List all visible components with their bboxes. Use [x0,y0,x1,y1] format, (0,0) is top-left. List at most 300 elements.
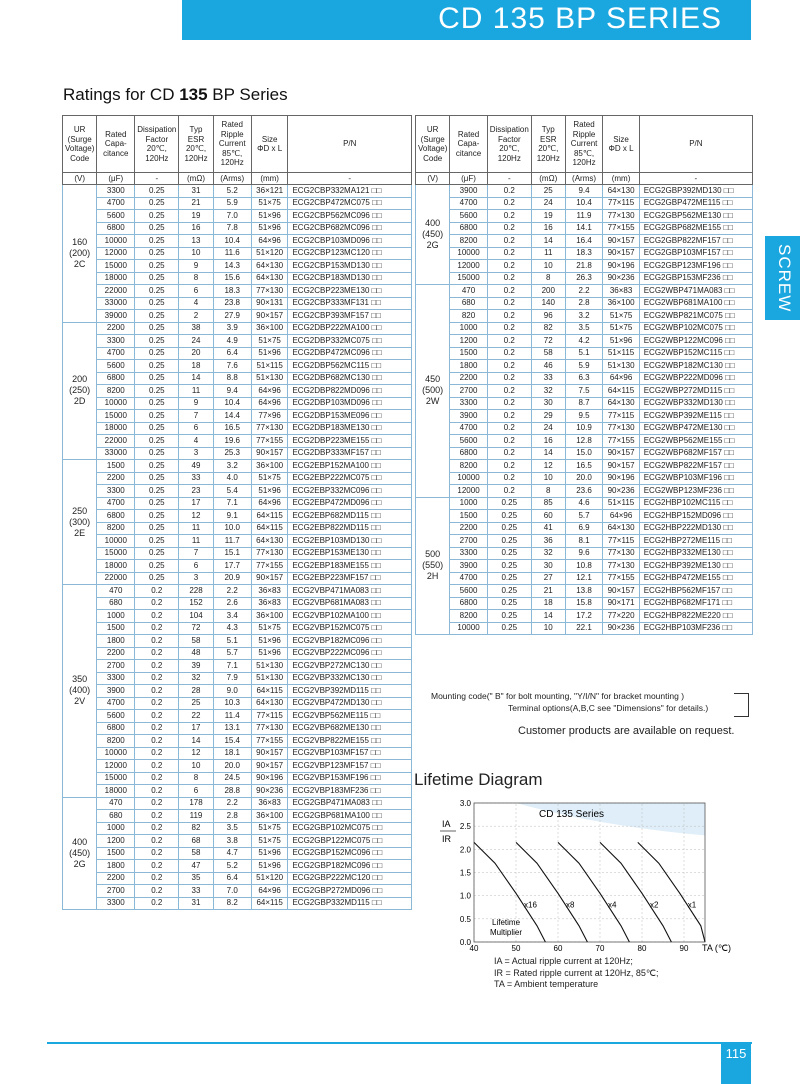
part-number: ECG2HBP562MF157 □□ [639,585,752,598]
capacitance: 22000 [97,285,135,298]
esr: 178 [179,797,213,810]
col-header-line: (Surge [420,134,445,144]
dissipation-factor: 0.25 [135,522,179,535]
voltage-code-line: (450) [69,847,91,858]
table-row [63,435,412,448]
dissipation-factor: 0.2 [487,410,531,423]
size: 90×157 [251,760,288,773]
size: 64×96 [603,372,639,385]
size: 51×96 [251,647,288,660]
y-tick-label: 1.5 [459,868,471,878]
part-number: ECG2GBP123MF196 □□ [639,260,752,273]
y-axis-label-ir: IR [442,834,451,844]
col-header-line: 85℃, [222,148,243,158]
size: 51×115 [603,347,639,360]
part-number: ECG2VBP103MF157 □□ [288,747,412,760]
part-number: ECG2GBP222MC120 □□ [288,872,412,885]
voltage-code-line: (400) [69,685,91,696]
ripple-current: 11.9 [565,210,603,223]
part-number: ECG2WBP222MD096 □□ [639,372,752,385]
unit-cell: - [639,173,752,185]
part-number: ECG2CBP472MC075 □□ [288,197,412,210]
part-number: ECG2WBP182MC130 □□ [639,360,752,373]
part-number: ECG2GBP153MF236 □□ [639,272,752,285]
table-row [416,197,753,210]
table-row [416,610,753,623]
size: 51×130 [251,660,288,673]
col-header-line: Dissipation [137,125,177,134]
esr: 38 [179,322,213,335]
part-number: ECG2EBP222MC075 □□ [288,472,412,485]
lifetime-title: Lifetime Diagram [414,770,543,789]
table-row [416,622,753,635]
part-number: ECG2VBP123MF157 □□ [288,760,412,773]
ripple-current: 17.2 [565,610,603,623]
dissipation-factor: 0.25 [487,622,531,635]
dissipation-factor: 0.25 [487,522,531,535]
capacitance: 18000 [97,422,135,435]
capacitance: 3300 [450,397,487,410]
table-row [416,560,753,573]
size: 51×130 [603,360,639,373]
table-row [416,260,753,273]
esr: 119 [179,810,213,823]
ripple-current: 10.0 [213,522,251,535]
esr: 20 [179,347,213,360]
part-number: ECG2WBP123MF236 □□ [639,485,752,498]
x-axis-label: TA (℃) [702,943,731,953]
table-row [63,822,412,835]
voltage-code-line: 450 [425,374,441,385]
size: 36×100 [603,297,639,310]
table-row [416,497,753,510]
size: 77×115 [603,410,639,423]
ripple-current: 24.5 [213,772,251,785]
capacitance: 1200 [97,835,135,848]
header-row [416,116,753,173]
col-header-size [251,116,288,173]
size: 77×130 [603,560,639,573]
col-header-line: 120Hz [536,153,560,163]
series-line-x2 [600,842,671,942]
ripple-current: 22.1 [565,622,603,635]
capacitance: 8200 [450,235,487,248]
table-row [63,210,412,223]
part-number: ECG2EBP472MD096 □□ [288,497,412,510]
ripple-current: 11.7 [213,535,251,548]
esr: 41 [531,522,565,535]
ripple-current: 6.4 [213,872,251,885]
col-header-line: Rated [105,129,127,139]
dissipation-factor: 0.2 [487,397,531,410]
capacitance: 12000 [97,760,135,773]
capacitance: 10000 [97,397,135,410]
esr: 16 [179,222,213,235]
ripple-current: 4.2 [565,335,603,348]
esr: 8 [179,772,213,785]
col-header-line: Dissipation [489,125,529,134]
table-row [416,222,753,235]
dissipation-factor: 0.25 [135,247,179,260]
y-tick-label: 0.5 [459,914,471,924]
capacitance: 4700 [450,422,487,435]
table-row [63,472,412,485]
voltage-code-line: (500) [422,385,444,396]
col-header-line: 85℃, [573,148,595,158]
part-number: ECG2WBP103MF196 □□ [639,472,752,485]
part-number: ECG2EBP152MA100 □□ [288,460,412,473]
col-header-df [487,116,531,173]
part-number: ECG2CBP153MD130 □□ [288,260,412,273]
part-number: ECG2GBP332MD115 □□ [288,897,412,910]
size: 51×115 [251,360,288,373]
part-number: ECG2WBP472ME130 □□ [639,422,752,435]
esr: 152 [179,597,213,610]
part-number: ECG2VBP471MA083 □□ [288,585,412,598]
dissipation-factor: 0.25 [135,397,179,410]
size: 90×236 [251,785,288,798]
part-number: ECG2CBP682MC096 □□ [288,222,412,235]
table-row [416,322,753,335]
annotation-lifetime: Lifetime [492,918,521,927]
col-header-line: Size [261,134,278,144]
table-row [63,535,412,548]
esr: 19 [531,210,565,223]
table-row [63,860,412,873]
series-title: CD 135 BP SERIES [438,2,722,35]
col-header-ripple [565,116,603,173]
size: 64×115 [251,510,288,523]
capacitance: 3300 [97,335,135,348]
table-row [63,260,412,273]
dissipation-factor: 0.2 [135,672,179,685]
ratings-table-left [62,115,412,910]
capacitance: 4700 [450,572,487,585]
dissipation-factor: 0.25 [135,210,179,223]
esr: 14 [531,447,565,460]
size: 64×130 [603,185,639,198]
dissipation-factor: 0.25 [487,572,531,585]
size: 51×120 [251,247,288,260]
series-label-x1: x1 [687,900,697,910]
esr: 6 [179,560,213,573]
voltage-code-line: 2V [74,696,86,707]
part-number: ECG2GBP182MC096 □□ [288,860,412,873]
size: 51×96 [603,335,639,348]
size: 51×96 [251,860,288,873]
table-row [416,485,753,498]
capacitance: 1800 [450,360,487,373]
dissipation-factor: 0.25 [135,547,179,560]
esr: 29 [531,410,565,423]
ripple-current: 6.4 [213,347,251,360]
col-header-cap [97,116,135,173]
capacitance: 18000 [97,272,135,285]
ripple-current: 5.1 [213,635,251,648]
dissipation-factor: 0.25 [135,435,179,448]
ripple-current: 21.8 [565,260,603,273]
dissipation-factor: 0.2 [487,347,531,360]
table-row [416,572,753,585]
esr: 7 [179,547,213,560]
esr: 28 [179,685,213,698]
size: 51×96 [251,347,288,360]
col-header-line: Typ ESR [187,125,205,144]
size: 64×96 [251,885,288,898]
table-row [416,297,753,310]
esr: 11 [179,385,213,398]
ripple-current: 12.8 [565,435,603,448]
dissipation-factor: 0.2 [135,772,179,785]
dissipation-factor: 0.25 [135,197,179,210]
mounting-code-note: Mounting code(" B" for bolt mounting, "Y/I/N" for bracket mounting ) [431,691,685,701]
size: 51×75 [251,335,288,348]
part-number: ECG2VBP822ME155 □□ [288,735,412,748]
ripple-current: 20.9 [213,572,251,585]
capacitance: 5600 [450,210,487,223]
dissipation-factor: 0.25 [135,460,179,473]
esr: 33 [531,372,565,385]
table-row [63,285,412,298]
part-number: ECG2GBP392MD130 □□ [639,185,752,198]
ripple-current: 2.6 [213,597,251,610]
ripple-current: 3.9 [213,322,251,335]
dissipation-factor: 0.2 [487,485,531,498]
part-number: ECG2VBP222MC096 □□ [288,647,412,660]
capacitance: 680 [97,597,135,610]
capacitance: 1800 [97,635,135,648]
esr: 31 [179,185,213,198]
legend-ir: IR = Rated ripple current at 120Hz, 85℃; [494,967,659,978]
part-number: ECG2CBP223ME130 □□ [288,285,412,298]
dissipation-factor: 0.2 [135,760,179,773]
header-row [63,116,412,173]
esr: 22 [179,710,213,723]
capacitance: 12000 [450,485,487,498]
size: 90×236 [603,485,639,498]
dissipation-factor: 0.25 [135,422,179,435]
capacitance: 3900 [450,185,487,198]
size: 64×96 [603,510,639,523]
col-header-line: Code [423,153,443,163]
voltage-code [416,497,450,635]
esr: 4 [179,435,213,448]
units-row [63,173,412,185]
ripple-current: 5.7 [213,647,251,660]
esr: 24 [179,335,213,348]
size: 90×157 [251,447,288,460]
size: 51×75 [251,822,288,835]
col-header-ripple [213,116,251,173]
ripple-current: 15.4 [213,735,251,748]
part-number: ECG2VBP332MC130 □□ [288,672,412,685]
part-number: ECG2GBP471MA083 □□ [288,797,412,810]
capacitance: 3900 [450,410,487,423]
ripple-current: 4.7 [213,847,251,860]
esr: 140 [531,297,565,310]
dissipation-factor: 0.25 [135,310,179,323]
dissipation-factor: 0.2 [135,735,179,748]
table-row [63,547,412,560]
dissipation-factor: 0.25 [487,535,531,548]
part-number: ECG2DBP153ME096 □□ [288,410,412,423]
capacitance: 10000 [97,535,135,548]
ripple-current: 10.4 [213,397,251,410]
size: 77×130 [603,210,639,223]
dissipation-factor: 0.2 [135,647,179,660]
size: 90×157 [251,747,288,760]
capacitance: 5600 [450,585,487,598]
dissipation-factor: 0.25 [135,260,179,273]
unit-cell: (V) [416,173,450,185]
table-row [416,522,753,535]
esr: 16 [531,222,565,235]
ripple-current: 3.2 [213,460,251,473]
ripple-current: 9.0 [213,685,251,698]
size: 64×96 [251,385,288,398]
x-tick-label: 50 [511,944,521,953]
capacitance: 8200 [450,460,487,473]
col-header-esr [531,116,565,173]
esr: 6 [179,422,213,435]
ripple-current: 9.6 [565,547,603,560]
part-number: ECG2VBP183MF236 □□ [288,785,412,798]
x-tick-label: 40 [469,944,479,953]
ripple-current: 20.0 [213,760,251,773]
series-label-x4: x4 [608,900,617,910]
table-row [63,660,412,673]
dissipation-factor: 0.2 [487,360,531,373]
dissipation-factor: 0.25 [487,560,531,573]
capacitance: 1000 [97,822,135,835]
annotation-multiplier: Multiplier [490,928,523,937]
esr: 82 [531,322,565,335]
ripple-current: 2.2 [565,285,603,298]
col-header-line: 20℃, [146,144,167,153]
table-row [63,685,412,698]
capacitance: 470 [97,585,135,598]
ripple-current: 8.2 [213,897,251,910]
col-header-line: Rated [573,120,595,130]
part-number: ECG2HBP332ME130 □□ [639,547,752,560]
capacitance: 2700 [450,385,487,398]
col-header-line: 120Hz [572,158,596,168]
size: 77×96 [251,410,288,423]
size: 36×83 [251,597,288,610]
series-line-x8 [516,842,587,942]
table-row [63,835,412,848]
part-number: ECG2WBP471MA083 □□ [639,285,752,298]
dissipation-factor: 0.2 [487,235,531,248]
table-row [416,510,753,523]
dissipation-factor: 0.2 [135,860,179,873]
part-number: ECG2WBP392ME115 □□ [639,410,752,423]
esr: 12 [531,460,565,473]
esr: 6 [179,785,213,798]
dissipation-factor: 0.2 [487,197,531,210]
size: 90×157 [251,572,288,585]
dissipation-factor: 0.25 [135,360,179,373]
col-header-line: Voltage) [418,144,448,153]
dissipation-factor: 0.25 [135,322,179,335]
size: 51×75 [251,472,288,485]
ripple-current: 28.8 [213,785,251,798]
esr: 17 [179,497,213,510]
dissipation-factor: 0.2 [487,335,531,348]
voltage-code-line: 2C [73,258,86,269]
ratings-table-right [415,115,753,635]
table-row [63,560,412,573]
part-number: ECG2CBP393MF157 □□ [288,310,412,323]
capacitance: 3300 [97,897,135,910]
capacitance: 1000 [450,497,487,510]
ripple-current: 9.1 [213,510,251,523]
dissipation-factor: 0.2 [135,822,179,835]
esr: 68 [179,835,213,848]
capacitance: 22000 [97,435,135,448]
part-number: ECG2HBP102MC115 □□ [639,497,752,510]
size: 51×75 [251,622,288,635]
size: 51×120 [251,872,288,885]
size: 90×236 [603,272,639,285]
dissipation-factor: 0.2 [487,185,531,198]
col-header-line: Capa- [104,139,127,149]
voltage-code [63,322,97,460]
capacitance: 3900 [97,685,135,698]
capacitance: 8200 [97,735,135,748]
table-row [63,847,412,860]
part-number: ECG2EBP682MD115 □□ [288,510,412,523]
part-number: ECG2GBP562ME130 □□ [639,210,752,223]
part-number: ECG2CBP123MC120 □□ [288,247,412,260]
capacitance: 10000 [97,235,135,248]
part-number: ECG2HBP152MD096 □□ [639,510,752,523]
voltage-code-line: 500 [425,549,441,560]
table-row [416,447,753,460]
voltage-code [416,185,450,285]
dissipation-factor: 0.2 [487,435,531,448]
part-number: ECG2WBP102MC075 □□ [639,322,752,335]
voltage-code-line: 2W [425,396,440,407]
ripple-current: 10.3 [213,697,251,710]
legend-ta: TA = Ambient temperature [494,979,599,989]
part-number: ECG2VBP392MD115 □□ [288,685,412,698]
esr: 16 [531,435,565,448]
unit-cell: (V) [63,173,97,185]
dissipation-factor: 0.25 [135,335,179,348]
esr: 58 [531,347,565,360]
size: 77×130 [251,285,288,298]
table-row [63,197,412,210]
unit-cell: - [288,173,412,185]
dissipation-factor: 0.25 [135,497,179,510]
part-number: ECG2VBP153MF196 □□ [288,772,412,785]
unit-cell: (Arms) [213,173,251,185]
ripple-current: 5.2 [213,860,251,873]
esr: 58 [179,635,213,648]
part-number: ECG2WBP562ME155 □□ [639,435,752,448]
capacitance: 5600 [97,360,135,373]
size: 36×83 [603,285,639,298]
ripple-current: 18.3 [565,247,603,260]
part-number: ECG2DBP183ME130 □□ [288,422,412,435]
dissipation-factor: 0.2 [135,622,179,635]
size: 64×130 [251,697,288,710]
size: 64×96 [251,397,288,410]
table-row [63,397,412,410]
table-row [416,272,753,285]
size: 77×155 [251,735,288,748]
